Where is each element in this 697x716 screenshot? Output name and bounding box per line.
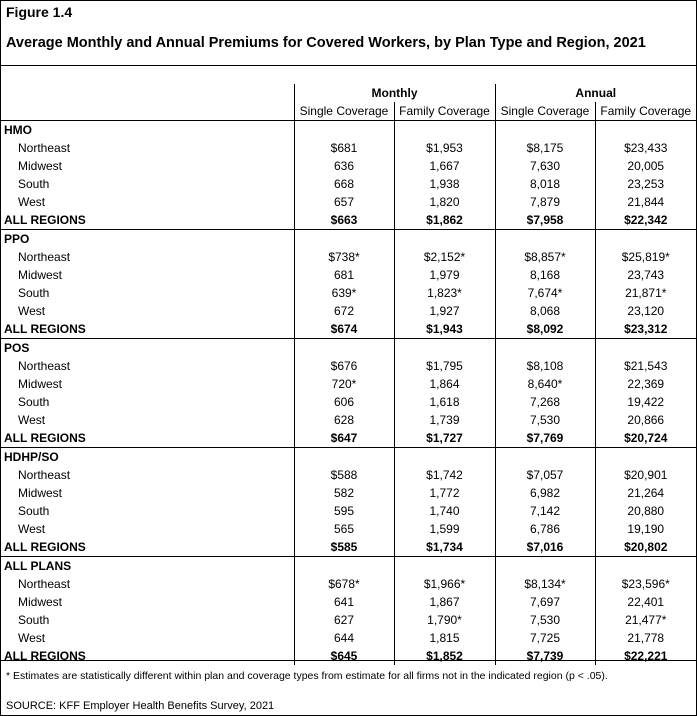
value-cell: 1,864: [394, 375, 495, 393]
total-value-cell: $1,727: [394, 429, 495, 448]
value-cell: 1,927: [394, 302, 495, 320]
value-cell: 1,667: [394, 157, 495, 175]
value-cell: 6,786: [495, 520, 595, 538]
column-header-row: [1, 102, 696, 121]
region-label: Midwest: [18, 377, 63, 391]
value-cell: 20,880: [595, 502, 696, 520]
empty-cell: [394, 121, 495, 140]
total-label: ALL REGIONS: [4, 431, 86, 445]
empty-cell: [495, 121, 595, 140]
table-row: [1, 466, 696, 484]
region-label: South: [18, 177, 50, 191]
total-value-cell: $1,734: [394, 538, 495, 557]
value-cell: $23,596*: [595, 575, 696, 593]
value-cell: $2,152*: [394, 248, 495, 266]
value-cell: 1,790*: [394, 611, 495, 629]
empty-cell: [294, 448, 394, 467]
value-cell: 720*: [294, 375, 394, 393]
region-label: West: [18, 631, 46, 645]
total-value-cell: $23,312: [595, 320, 696, 339]
column-group-monthly: Monthly: [294, 84, 495, 102]
table-row: [1, 502, 696, 520]
column-header: Single Coverage: [495, 102, 595, 121]
value-cell: 1,820: [394, 193, 495, 211]
value-cell: 21,778: [595, 629, 696, 647]
value-cell: 668: [294, 175, 394, 193]
value-cell: 639*: [294, 284, 394, 302]
table-row: [1, 193, 696, 211]
total-row: [1, 429, 696, 448]
value-cell: 7,268: [495, 393, 595, 411]
total-row: [1, 647, 696, 665]
value-cell: 22,369: [595, 375, 696, 393]
empty-cell: [495, 339, 595, 358]
empty-cell: [595, 448, 696, 467]
total-row: [1, 538, 696, 557]
value-cell: 7,879: [495, 193, 595, 211]
value-cell: $21,543: [595, 357, 696, 375]
section-header-row: [1, 230, 696, 249]
value-cell: 21,871*: [595, 284, 696, 302]
value-cell: 1,823*: [394, 284, 495, 302]
value-cell: 628: [294, 411, 394, 429]
value-cell: 7,142: [495, 502, 595, 520]
total-value-cell: $22,221: [595, 647, 696, 665]
table-row: [1, 284, 696, 302]
table-row: [1, 175, 696, 193]
source-note: SOURCE: KFF Employer Health Benefits Survey, 2021: [6, 700, 275, 712]
value-cell: $7,057: [495, 466, 595, 484]
column-group-annual: Annual: [495, 84, 696, 102]
table-body: [1, 121, 696, 666]
section-header-row: [1, 121, 696, 140]
value-cell: $678*: [294, 575, 394, 593]
value-cell: $8,108: [495, 357, 595, 375]
figure-label: Figure 1.4: [6, 4, 73, 20]
total-value-cell: $645: [294, 647, 394, 665]
table-row: [1, 484, 696, 502]
value-cell: $1,966*: [394, 575, 495, 593]
empty-cell: [595, 230, 696, 249]
total-value-cell: $674: [294, 320, 394, 339]
region-label: Midwest: [18, 268, 63, 282]
value-cell: 627: [294, 611, 394, 629]
figure-title: Average Monthly and Annual Premiums for Covered Workers, by Plan Type and Region, 2021: [6, 35, 646, 51]
column-header: Family Coverage: [595, 102, 696, 121]
region-label: South: [18, 613, 50, 627]
value-cell: 7,530: [495, 411, 595, 429]
section-label: PPO: [1, 230, 294, 249]
total-value-cell: $1,943: [394, 320, 495, 339]
value-cell: 8,168: [495, 266, 595, 284]
value-cell: 6,982: [495, 484, 595, 502]
total-value-cell: $663: [294, 211, 394, 230]
table-row: [1, 266, 696, 284]
empty-cell: [294, 230, 394, 249]
value-cell: 672: [294, 302, 394, 320]
table-row: [1, 629, 696, 647]
value-cell: 7,725: [495, 629, 595, 647]
header-blank: [1, 102, 294, 121]
region-label: West: [18, 195, 46, 209]
table-row: [1, 375, 696, 393]
value-cell: 23,253: [595, 175, 696, 193]
region-label: Midwest: [18, 595, 63, 609]
value-cell: 7,630: [495, 157, 595, 175]
value-cell: 8,018: [495, 175, 595, 193]
empty-cell: [595, 339, 696, 358]
total-value-cell: $22,342: [595, 211, 696, 230]
table-row: [1, 139, 696, 157]
total-label: ALL REGIONS: [4, 649, 86, 663]
table-row: [1, 611, 696, 629]
table-row: [1, 393, 696, 411]
value-cell: $8,857*: [495, 248, 595, 266]
value-cell: 8,068: [495, 302, 595, 320]
value-cell: 582: [294, 484, 394, 502]
region-label: Northeast: [18, 141, 71, 155]
total-value-cell: $7,739: [495, 647, 595, 665]
region-label: West: [18, 522, 46, 536]
value-cell: 21,844: [595, 193, 696, 211]
empty-cell: [294, 557, 394, 576]
value-cell: $8,134*: [495, 575, 595, 593]
empty-cell: [595, 121, 696, 140]
value-cell: $738*: [294, 248, 394, 266]
region-label: West: [18, 304, 46, 318]
footnote: * Estimates are statistically different within plan and coverage types from estimate for all firms not in the indicated region (p < .05).: [6, 670, 608, 682]
value-cell: $25,819*: [595, 248, 696, 266]
value-cell: $20,901: [595, 466, 696, 484]
value-cell: 1,599: [394, 520, 495, 538]
value-cell: 8,640*: [495, 375, 595, 393]
table-row: [1, 302, 696, 320]
section-label: HMO: [1, 121, 294, 140]
value-cell: $1,953: [394, 139, 495, 157]
total-label: ALL REGIONS: [4, 540, 86, 554]
empty-cell: [495, 557, 595, 576]
value-cell: $1,795: [394, 357, 495, 375]
section-label: ALL PLANS: [1, 557, 294, 576]
value-cell: $23,433: [595, 139, 696, 157]
value-cell: 7,530: [495, 611, 595, 629]
value-cell: 20,866: [595, 411, 696, 429]
value-cell: $588: [294, 466, 394, 484]
value-cell: 1,938: [394, 175, 495, 193]
total-value-cell: $1,852: [394, 647, 495, 665]
total-value-cell: $1,862: [394, 211, 495, 230]
section-header-row: [1, 557, 696, 576]
value-cell: 1,867: [394, 593, 495, 611]
value-cell: 1,618: [394, 393, 495, 411]
value-cell: 21,264: [595, 484, 696, 502]
table-row: [1, 357, 696, 375]
table-row: [1, 411, 696, 429]
total-value-cell: $20,802: [595, 538, 696, 557]
region-label: West: [18, 413, 46, 427]
footer-divider: [1, 660, 696, 661]
region-label: South: [18, 395, 50, 409]
empty-cell: [495, 230, 595, 249]
section-label: POS: [1, 339, 294, 358]
value-cell: $1,742: [394, 466, 495, 484]
empty-cell: [595, 557, 696, 576]
value-cell: 21,477*: [595, 611, 696, 629]
value-cell: 644: [294, 629, 394, 647]
total-row: [1, 320, 696, 339]
total-label: ALL REGIONS: [4, 322, 86, 336]
region-label: Midwest: [18, 486, 63, 500]
value-cell: 1,979: [394, 266, 495, 284]
empty-cell: [294, 121, 394, 140]
total-value-cell: $7,769: [495, 429, 595, 448]
value-cell: 681: [294, 266, 394, 284]
value-cell: 7,697: [495, 593, 595, 611]
value-cell: 641: [294, 593, 394, 611]
value-cell: 23,120: [595, 302, 696, 320]
empty-cell: [394, 448, 495, 467]
value-cell: 19,190: [595, 520, 696, 538]
region-label: South: [18, 286, 50, 300]
value-cell: 1,739: [394, 411, 495, 429]
total-row: [1, 211, 696, 230]
section-header-row: [1, 448, 696, 467]
value-cell: 565: [294, 520, 394, 538]
total-value-cell: $8,092: [495, 320, 595, 339]
table-row: [1, 157, 696, 175]
total-value-cell: $7,016: [495, 538, 595, 557]
empty-cell: [394, 557, 495, 576]
total-value-cell: $7,958: [495, 211, 595, 230]
table-row: [1, 593, 696, 611]
total-value-cell: $20,724: [595, 429, 696, 448]
empty-cell: [495, 448, 595, 467]
table-row: [1, 520, 696, 538]
region-label: South: [18, 504, 50, 518]
region-label: Northeast: [18, 577, 71, 591]
value-cell: 23,743: [595, 266, 696, 284]
section-header-row: [1, 339, 696, 358]
section-label: HDHP/SO: [1, 448, 294, 467]
total-value-cell: $647: [294, 429, 394, 448]
total-value-cell: $585: [294, 538, 394, 557]
value-cell: 657: [294, 193, 394, 211]
column-header: Family Coverage: [394, 102, 495, 121]
value-cell: 1,772: [394, 484, 495, 502]
value-cell: 19,422: [595, 393, 696, 411]
empty-cell: [294, 339, 394, 358]
region-label: Northeast: [18, 359, 71, 373]
value-cell: 636: [294, 157, 394, 175]
value-cell: 22,401: [595, 593, 696, 611]
region-label: Midwest: [18, 159, 63, 173]
table-row: [1, 248, 696, 266]
region-label: Northeast: [18, 468, 71, 482]
value-cell: $8,175: [495, 139, 595, 157]
empty-cell: [394, 339, 495, 358]
value-cell: 7,674*: [495, 284, 595, 302]
value-cell: 20,005: [595, 157, 696, 175]
value-cell: 1,740: [394, 502, 495, 520]
column-header: Single Coverage: [294, 102, 394, 121]
column-group-row: [1, 84, 696, 102]
value-cell: $676: [294, 357, 394, 375]
table-row: [1, 575, 696, 593]
header-blank: [1, 84, 294, 102]
title-divider: [1, 65, 696, 66]
value-cell: 606: [294, 393, 394, 411]
empty-cell: [394, 230, 495, 249]
total-label: ALL REGIONS: [4, 213, 86, 227]
value-cell: $681: [294, 139, 394, 157]
value-cell: 1,815: [394, 629, 495, 647]
value-cell: 595: [294, 502, 394, 520]
region-label: Northeast: [18, 250, 71, 264]
premiums-table: [1, 84, 696, 665]
